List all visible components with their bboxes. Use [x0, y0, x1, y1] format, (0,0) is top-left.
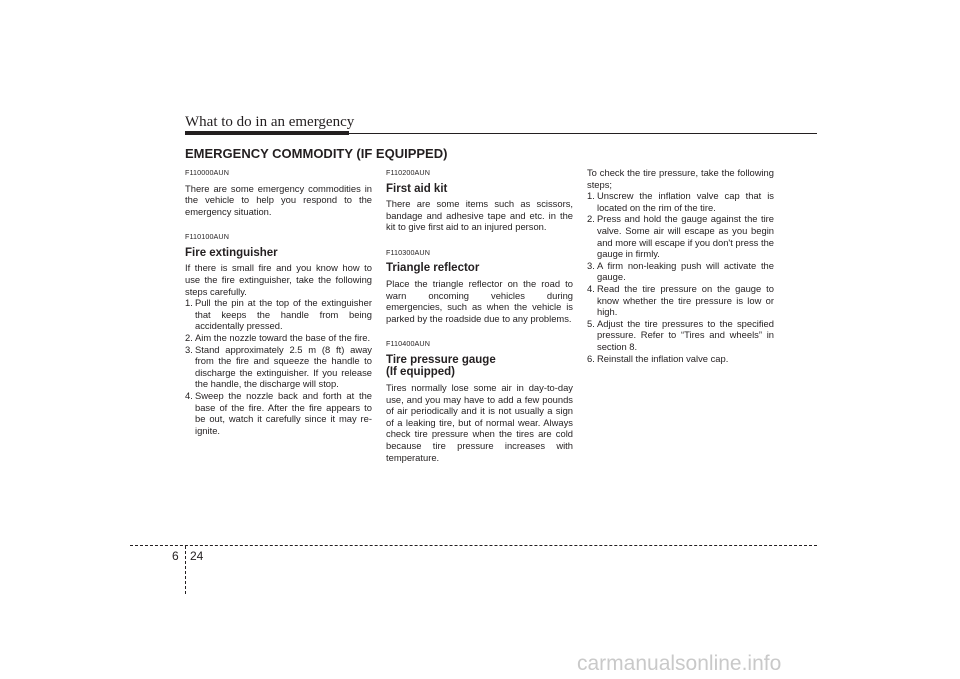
fire-extinguisher-steps: [185, 297, 372, 436]
first-aid-paragraph: There are some items such as scissors, bandage and adhesive tape and etc. in the kit to give first aid to an injured person.: [386, 198, 573, 233]
footer-divider: [130, 545, 817, 546]
footer-vertical-divider: [185, 546, 186, 594]
section-code: F110200AUN: [386, 168, 431, 177]
tire-check-intro: To check the tire pressure, take the following steps;: [587, 167, 774, 190]
tire-pressure-gauge-heading: Tire pressure gauge (If equipped): [386, 353, 496, 379]
column-middle: [386, 167, 573, 463]
list-item: 3. A firm non-leaking push will activate the gauge.: [587, 259, 774, 283]
page-title: EMERGENCY COMMODITY (IF EQUIPPED): [185, 146, 448, 161]
watermark: carmanualsonline.info: [577, 652, 782, 675]
list-item: 2. Press and hold the gauge against the tire valve. Some air will escape as you begin and more will escape if you don't press the gauge in firmly.: [587, 213, 774, 260]
triangle-reflector-heading: Triangle reflector: [386, 262, 480, 275]
column-right: [587, 167, 774, 364]
column-left: [185, 167, 372, 436]
tire-check-steps: [587, 190, 774, 364]
section-code: F110300AUN: [386, 247, 431, 257]
fire-extinguisher-paragraph: If there is small fire and you know how to use the fire extinguisher, take the following steps carefully.: [185, 262, 372, 297]
section-code: F110100AUN: [185, 232, 230, 242]
list-item: 6. Reinstall the inflation valve cap.: [587, 352, 729, 364]
chapter-number: 6: [172, 549, 179, 563]
list-item: 1. Pull the pin at the top of the extinguisher that keeps the handle from being accidentally pressed.: [185, 297, 372, 332]
list-item: 4. Read the tire pressure on the gauge to know whether the tire pressure is low or high.: [587, 282, 774, 318]
fire-extinguisher-heading: Fire extinguisher: [185, 246, 278, 259]
section-code: F110000AUN: [185, 168, 230, 177]
header-rule-thin: [349, 133, 817, 134]
header-rule-thick: [185, 131, 349, 135]
list-item: 1. Unscrew the inflation valve cap that is located on the rim of the tire.: [587, 190, 774, 213]
list-item: 4. Sweep the nozzle back and forth at the base of the fire. After the fire appears to be out, watch it carefully since it may re-ignite.: [185, 390, 372, 436]
tire-pressure-gauge-paragraph: Tires normally lose some air in day-to-day use, and you may have to add a few pounds of air periodically and it is not usually a sign of a leaking tire, but of normal wear. Always check tire pressure when the tires are cold because tire pressure increases with temperature.: [386, 381, 573, 463]
list-item: 5. Adjust the tire pressures to the specified pressure. Refer to “Tires and wheels” in section 8.: [587, 317, 774, 352]
section-header-title: What to do in an emergency: [185, 114, 355, 130]
intro-paragraph: There are some emergency commodities in the vehicle to help you respond to the emergency situation.: [185, 182, 372, 217]
list-item: 3. Stand approximately 2.5 m (8 ft) away from the fire and squeeze the handle to discharge the extinguisher. If you release the handle, the discharge will stop.: [185, 343, 372, 390]
page-number: 24: [190, 549, 204, 563]
triangle-reflector-paragraph: Place the triangle reflector on the road to warn oncoming vehicles during emergencies, such as when the vehicle is parked by the roadside due to any problems.: [386, 277, 573, 324]
section-code: F110400AUN: [386, 339, 431, 349]
first-aid-heading: First aid kit: [386, 182, 448, 195]
list-item: 2. Aim the nozzle toward the base of the fire.: [185, 332, 371, 344]
